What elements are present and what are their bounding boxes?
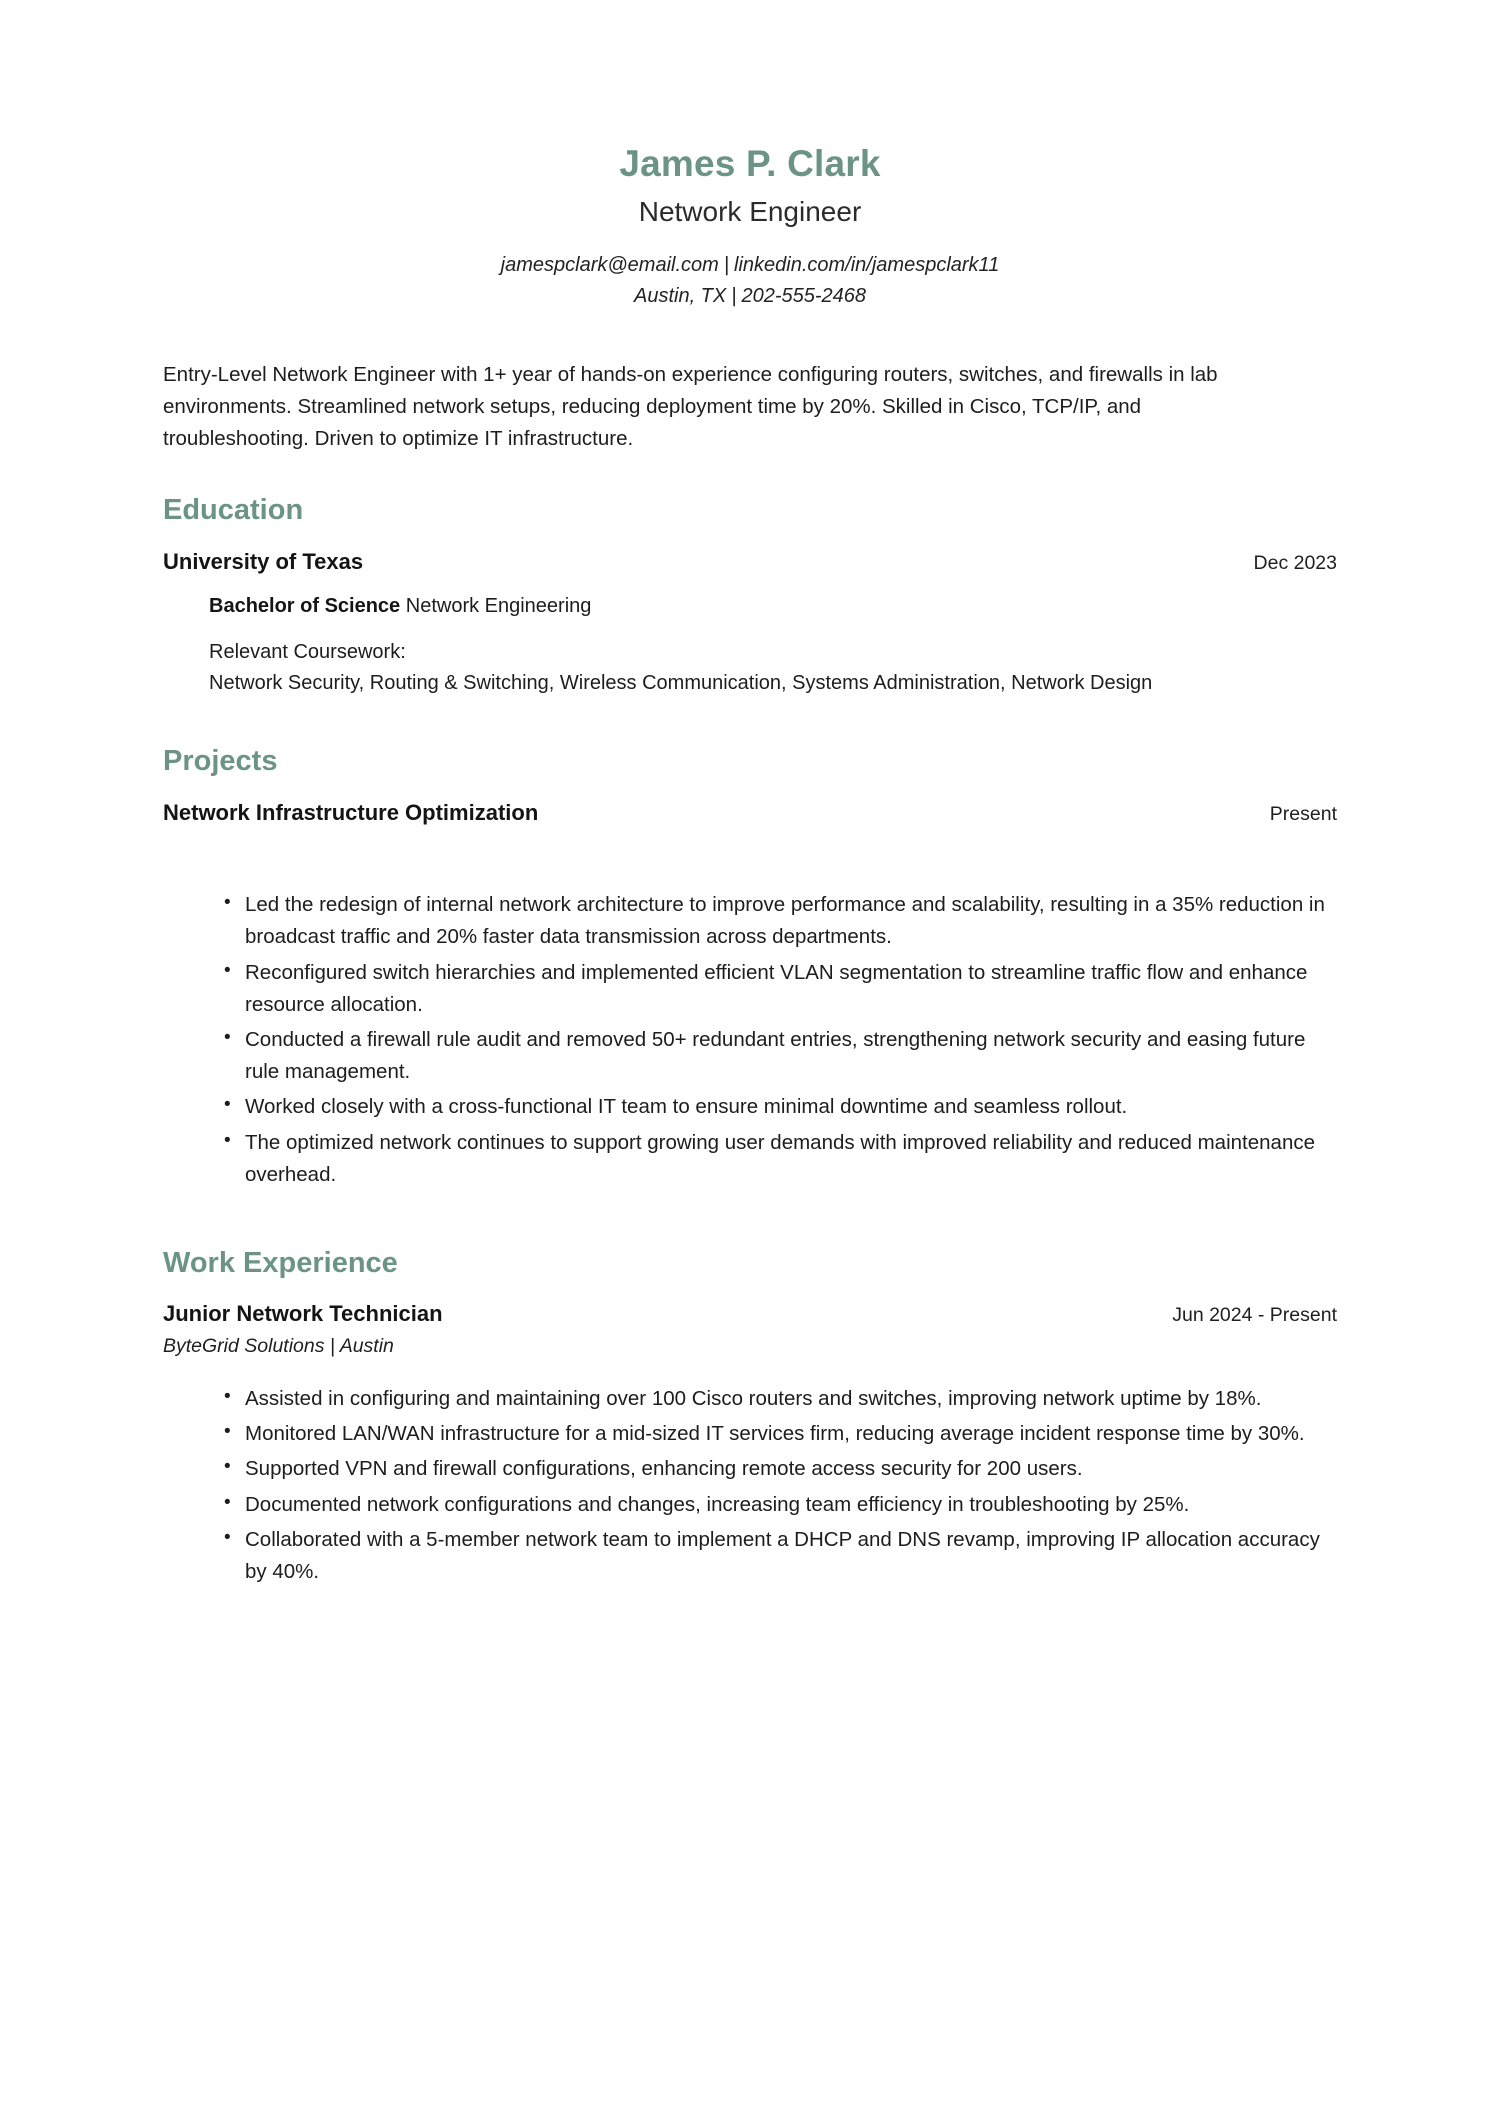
education-heading: Education [163,494,304,527]
coursework-block [209,637,1294,699]
company-name: ByteGrid Solutions [163,1334,325,1357]
job-entry-header [163,1300,1337,1329]
company-separator: | [329,1334,335,1357]
list-item: • Monitored LAN/WAN infrastructure for a mid-sized IT services firm, reducing average incident response time by 30%. [163,1418,1337,1450]
list-item: • Worked closely with a cross-functional IT team to ensure minimal downtime and seamless rollout. [163,1091,1337,1123]
education-entry [163,548,1337,700]
education-section [163,494,1337,699]
projects-section [163,745,1337,1190]
list-item: • Reconfigured switch hierarchies and implemented efficient VLAN segmentation to streamline traffic flow and enhance resource allocation. [163,957,1337,1021]
degree-name: Bachelor of Science [209,595,401,618]
location-text: Austin, TX [633,285,727,308]
education-detail [209,592,1337,699]
contact-separator-2: | [731,285,737,308]
list-item: • Led the redesign of internal network architecture to improve performance and scalability, resulting in a 35% reduction in broadcast traffic and 20% faster data transmission across departments. [163,889,1337,953]
coursework-list: Network Security, Routing & Switching, Wireless Communication, Systems Administration, Network Design [209,672,1153,695]
job-entry [163,1300,1337,1588]
job-bullet-list [163,1383,1337,1588]
degree-line [209,592,1337,620]
project-entry-header [163,799,1337,828]
project-entry [163,799,1337,1191]
list-item: • Assisted in configuring and maintaining over 100 Cisco routers and switches, improving network uptime by 18%. [163,1383,1337,1415]
list-item: • Collaborated with a 5-member network team to implement a DHCP and DNS revamp, improving IP allocation accuracy by 40%. [163,1524,1337,1588]
resume-header [163,0,1337,311]
project-title: Network Infrastructure Optimization [163,799,539,825]
professional-summary: Entry-Level Network Engineer with 1+ year of hands-on experience configuring routers, switches, and firewalls in lab environments. Streamlined network setups, reducing deployment time by 20%. Skilled in Cisco, TCP/IP, and troubleshooting. Driven to optimize IT infrastructure. [163,363,1218,450]
education-date: Dec 2023 [1253,551,1337,574]
contact-separator: | [723,254,730,277]
job-title: Junior Network Technician [163,1301,443,1327]
list-item: • The optimized network continues to support growing user demands with improved reliability and reduced maintenance overhead. [163,1127,1337,1191]
project-bullet-list [163,889,1337,1191]
work-experience-section [163,1247,1337,1588]
phone-text: 202-555-2468 [741,285,867,308]
candidate-name: James P. Clark [619,143,881,184]
company-location: Austin [339,1334,394,1357]
job-date: Jun 2024 - Present [1172,1304,1337,1327]
email-text: jamespclark@email.com [500,254,719,277]
list-item: • Documented network configurations and changes, increasing team efficiency in troubleshooting by 25%. [163,1489,1337,1521]
school-name: University of Texas [163,548,364,574]
contact-line-primary [163,251,1337,280]
degree-field: Network Engineering [405,595,592,618]
list-item: • Supported VPN and firewall configurations, enhancing remote access security for 200 users. [163,1453,1337,1485]
list-item: • Conducted a firewall rule audit and removed 50+ redundant entries, strengthening network security and easing future rule management. [163,1024,1337,1088]
project-date: Present [1269,802,1337,825]
coursework-label: Relevant Coursework: [209,641,406,664]
work-experience-heading: Work Experience [163,1246,398,1279]
job-company-line [163,1333,1337,1359]
contact-line-secondary [163,282,1337,311]
projects-heading: Projects [163,745,278,778]
candidate-job-title: Network Engineer [638,195,862,227]
linkedin-text: linkedin.com/in/jamespclark11 [734,254,1000,277]
education-entry-header [163,548,1337,577]
